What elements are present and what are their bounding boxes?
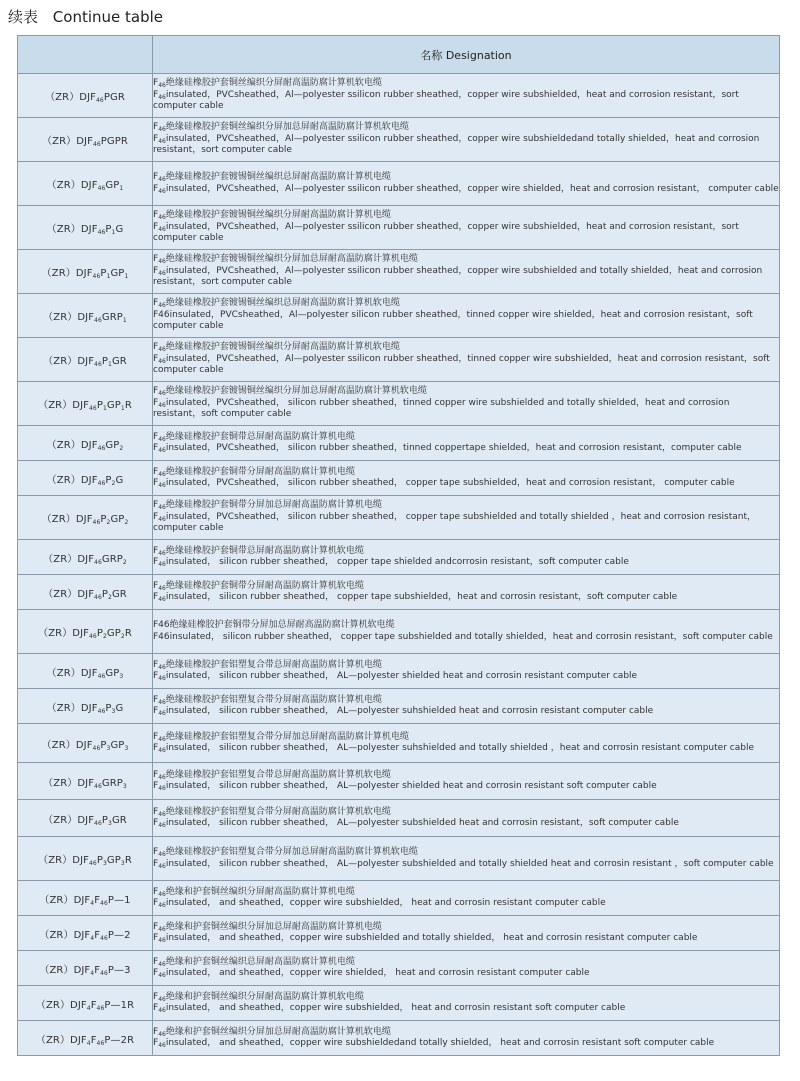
designation: [153, 162, 780, 206]
designation: [153, 382, 780, 426]
designation: [153, 118, 780, 162]
table-row: [18, 837, 780, 881]
designation: [153, 1021, 780, 1056]
designation: [153, 951, 780, 986]
designation: [153, 575, 780, 610]
table-row: [18, 763, 780, 800]
designation-en: $F_{46}insulated$， silicon rubber sheathed， AL—polyester suhshielded heat and corrosin resistant computer cable: [153, 706, 654, 717]
designation-en: $F_{46}insulated$，PVCsheathed， silicon rubber sheathed，tinned coppertape shielded，heat and corrosion resistant，computer cable: [153, 443, 742, 454]
designation-en: $F_{46}insulated$， and sheathed，copper wire subshieldedand totally shielded， heat and corrosin resistant soft computer cable: [153, 1038, 715, 1049]
table-row: [18, 610, 780, 654]
designation: [153, 724, 780, 763]
designation-en: $F_{46}insulated$， silicon rubber sheathed， AL—polyester subshielded and totally shielded heat and corrosin resistant ，soft computer cable: [153, 858, 774, 870]
designation: [153, 916, 780, 951]
designation: [153, 206, 780, 250]
designation: [153, 610, 780, 654]
designation-en: $F_{46}insulated$，PVCsheathed，Al—polyester ssilicon rubber sheathed，copper wire subshielded and totally shielded，heat and corrosion resistant，sort computer cable: [153, 265, 763, 288]
designation-cn: $F_{46}$绝缘和护套铜丝编织分屏加总屏耐高温防腐计算机电缆: [153, 921, 382, 933]
model-code: $(ZR)DJF_{46}P_1GP_1R$: [18, 382, 153, 426]
model-code: $(ZR)DJF_{46}P_2G$: [18, 461, 153, 496]
designation: [153, 800, 780, 837]
table-row: [18, 724, 780, 763]
model-code: $(ZR)DJF_{46}GRP_3$: [18, 763, 153, 800]
designation-en: $F_{46}insulated$， silicon rubber sheathed， AL—polyester shielded heat and corrosin resistant soft computer cable: [153, 781, 657, 792]
designation-cn: $F_{46}$绝缘硅橡胶护套铝塑复合带分屏加总屏耐高温防腐计算机电缆: [153, 731, 409, 743]
designation-cn: $F_{46}$绝缘硅橡胶护套铜带分屏耐高温防腐计算机软电缆: [153, 580, 364, 592]
designation-en: $F_{46}insulated$，PVCsheathed，Al—polyester ssilicon rubber sheathed，tinned copper wire subshielded，heat and corrosion resistant，soft computer cable: [153, 353, 770, 376]
designation-cn: $F_{46}$绝缘硅橡胶护套铜丝编织分屏耐高温防腐计算机软电缆: [153, 78, 382, 90]
designation-cn: $F_{46}$绝缘和护套铜丝编织分屏耐高温防腐计算机软电缆: [153, 991, 364, 1003]
model-code: $(ZR)DJF_{46}P_3GR$: [18, 800, 153, 837]
table-row: [18, 338, 780, 382]
designation-cn: $F_{46}$绝缘和护套铜丝编织分屏耐高温防腐计算机电缆: [153, 886, 355, 898]
table-row: [18, 250, 780, 294]
designation-en: $F_{46}insulated$，PVCsheathed， silicon rubber sheathed， copper tape subshielded and totally shielded ，heat and corrosion resistant，computer cable: [153, 511, 757, 534]
table-row: [18, 540, 780, 575]
designation-cn: $F_{46}$绝缘和护套铜丝编织分屏加总屏耐高温防腐计算机软电缆: [153, 1026, 391, 1038]
table-row: [18, 916, 780, 951]
designation-cn: $F_{46}$绝缘硅橡胶护套铜带总屏耐高温防腐计算机电缆: [153, 431, 355, 443]
designation-cn: $F_{46}$绝缘和护套铜丝编织总屏耐高温防腐计算机电缆: [153, 956, 355, 968]
model-code: $(ZR)DJF_{46}P_1G$: [18, 206, 153, 250]
model-code: $(ZR)DJF_{46}P_2GP_2$: [18, 496, 153, 540]
designation-cn: $F_{46}$绝缘硅橡胶护套铜带分屏加总屏耐高温防腐计算机电缆: [153, 500, 382, 512]
model-code: $(ZR)DJF_{46}P_3GP_3R$: [18, 837, 153, 881]
designation-en: $F_{46}insulated$， silicon rubber sheathed， AL—polyester suhshielded and totally shielded ，heat and corrosin resistant computer cable: [153, 743, 754, 754]
table-row: [18, 951, 780, 986]
designation-en: $F_{46}insulated$，PVCsheathed， silicon rubber sheathed， copper tape subshielded，heat and corrosion resistant， computer cable: [153, 478, 735, 489]
model-code: $(ZR)DJF_{46}P_1GP_1$: [18, 250, 153, 294]
designation-en: $F_{46}insulated$， and sheathed，copper wire subshielded， heat and corrosin resistant computer cable: [153, 898, 606, 909]
designation: [153, 250, 780, 294]
table-row: [18, 426, 780, 461]
model-code: $(ZR)DJF_4F_{46}P—3$: [18, 951, 153, 986]
table-row: [18, 382, 780, 426]
designation-cn: $F_{46}$绝缘硅橡胶护套铝塑复合带分屏加总屏耐高温防腐计算机软电缆: [153, 847, 418, 858]
designation-cn: $F_{46}$绝缘硅橡胶护套铝塑复合带总屏耐高温防腐计算机电缆: [153, 659, 382, 671]
table-row: [18, 74, 780, 118]
designation: [153, 689, 780, 724]
header-designation: 名称 Designation: [153, 36, 780, 74]
model-code: $(ZR)DJF_{46}P_3G$: [18, 689, 153, 724]
model-code: $(ZR)DJF_4F_{46}P—2R$: [18, 1021, 153, 1056]
designation: [153, 426, 780, 461]
model-code: $(ZR)DJF_4F_{46}P—1$: [18, 881, 153, 916]
table-row: [18, 575, 780, 610]
designation-en: $F_{46}insulated$， silicon rubber sheathed， copper tape subshielded，heat and corrosin resistant，soft computer cable: [153, 592, 678, 603]
designation: [153, 74, 780, 118]
model-code: $(ZR)DJF_{46}PGPR$: [18, 118, 153, 162]
model-code: $(ZR)DJF_{46}PGR$: [18, 74, 153, 118]
table-row: [18, 1021, 780, 1056]
page-heading: [8, 6, 163, 27]
table-row: [18, 881, 780, 916]
designation-en: $F_{46}insulated$， and sheathed，copper wire shielded， heat and corrosin resistant computer cable: [153, 968, 590, 979]
model-code: $(ZR)DJF_{46}GP_1$: [18, 162, 153, 206]
table-header-row: [18, 36, 780, 74]
designation-cn: $F_{46}$绝缘硅橡胶护套铜带总屏耐高温防腐计算机软电缆: [153, 545, 364, 557]
designation: [153, 986, 780, 1021]
table-body: [18, 74, 780, 1056]
heading-cn: 续表: [8, 8, 39, 26]
designation-en: $F_{46}insulated$，PVCsheathed，Al—polyester ssilicon rubber sheathed，copper wire subshieldedand totally shielded，heat and corrosion resistant，sort computer cable: [153, 133, 760, 156]
designation-en: F46insulated， silicon rubber sheathed， copper tape subshielded and totally shielded，heat and corrosin resistant，soft computer cable: [153, 631, 773, 642]
designation-en: $F_{46}insulated$， silicon rubber sheathed， copper tape shielded andcorrosin resistant，soft computer cable: [153, 557, 629, 568]
designation-en: $F_{46}insulated$， and sheathed，copper wire subshielded and totally shielded， heat and corrosin resistant computer cable: [153, 933, 698, 944]
designation-cn: $F_{46}$绝缘硅橡胶护套镀锡铜丝编织总屏耐高温防腐计算机软电缆: [153, 298, 400, 310]
designation-en: $F_{46}insulated$， and sheathed，copper wire subshielded， heat and corrosin resistant soft computer cable: [153, 1003, 626, 1014]
designation-cn: F46绝缘硅橡胶护套铜带分屏加总屏耐高温防腐计算机软电缆: [153, 620, 395, 630]
designation: [153, 540, 780, 575]
designation-cn: $F_{46}$绝缘硅橡胶护套铝塑复合带分屏耐高温防腐计算机软电缆: [153, 806, 391, 818]
table-row: [18, 986, 780, 1021]
model-code: $(ZR)DJF_{46}P_1GR$: [18, 338, 153, 382]
designation-en: $F_{46}insulated$，PVCsheathed，Al—polyester ssilicon rubber sheathed，copper wire subshielded，heat and corrosion resistant，sort computer cable: [153, 89, 739, 112]
designation-cn: $F_{46}$绝缘硅橡胶护套镀锡铜丝编织分屏耐高温防腐计算机软电缆: [153, 342, 400, 354]
table-row: [18, 654, 780, 689]
designation: [153, 294, 780, 338]
model-code: $(ZR)DJF_{46}GRP_2$: [18, 540, 153, 575]
heading-en: Continue table: [52, 8, 164, 26]
header-model: [18, 36, 153, 74]
model-code: $(ZR)DJF_{46}P_2GR$: [18, 575, 153, 610]
table-row: [18, 162, 780, 206]
designation-cn: $F_{46}$绝缘硅橡胶护套铝塑复合带总屏耐高温防腐计算机软电缆: [153, 769, 391, 781]
designation-en: F46insulated，PVCsheathed，Al—polyester silicon rubber sheathed，tinned copper wire shielded，heat and corrosion resistant，soft computer cable: [153, 309, 753, 332]
designation: [153, 763, 780, 800]
designation: [153, 837, 780, 881]
designation-en: $F_{46}insulated$， silicon rubber sheathed， AL—polyester subshielded heat and corrosin resistant，soft computer cable: [153, 818, 679, 829]
designation: [153, 654, 780, 689]
model-code: $(ZR)DJF_{46}GP_2$: [18, 426, 153, 461]
table-row: [18, 496, 780, 540]
model-code: $(ZR)DJF_4F_{46}P—1R$: [18, 986, 153, 1021]
designation: [153, 461, 780, 496]
table-row: [18, 461, 780, 496]
model-code: $(ZR)DJF_{46}P_3GP_3$: [18, 724, 153, 763]
designation-cn: $F_{46}$绝缘硅橡胶护套铝塑复合带分屏耐高温防腐计算机电缆: [153, 694, 382, 706]
designation-en: $F_{46}insulated$， silicon rubber sheathed， AL—polyester shielded heat and corrosin resistant computer cable: [153, 671, 638, 682]
table-row: [18, 118, 780, 162]
designation-cn: $F_{46}$绝缘硅橡胶护套镀锡铜丝编织分屏加总屏耐高温防腐计算机电缆: [153, 254, 418, 266]
model-code: $(ZR)DJF_{46}P_2GP_2R$: [18, 610, 153, 654]
cable-spec-table: [17, 35, 780, 1056]
designation-en: $F_{46}insulated$，PVCsheathed， silicon rubber sheathed，tinned copper wire subshielded and totally shielded，heat and corrosion resistant，soft computer cable: [153, 397, 730, 420]
table-row: [18, 206, 780, 250]
designation-cn: $F_{46}$绝缘硅橡胶护套铜带分屏耐高温防腐计算机电缆: [153, 466, 355, 478]
designation: [153, 338, 780, 382]
model-code: $(ZR)DJF_{46}GP_3$: [18, 654, 153, 689]
designation-en: $F_{46}insulated$，PVCsheathed，Al—polyester ssilicon rubber sheathed，copper wire subshielded，heat and corrosion resistant，sort computer cable: [153, 221, 739, 244]
model-code: $(ZR)DJF_4F_{46}P—2$: [18, 916, 153, 951]
designation: [153, 881, 780, 916]
designation-cn: $F_{46}$绝缘硅橡胶护套镀锡铜丝编织分屏加总屏耐高温防腐计算机软电缆: [153, 386, 427, 398]
table-row: [18, 800, 780, 837]
designation-en: $F_{46}insulated$，PVCsheathed，Al—polyester ssilicon rubber sheathed，copper wire shielded，heat and corrosion resistant， computer cable: [153, 183, 779, 195]
designation: [153, 496, 780, 540]
designation-cn: $F_{46}$绝缘硅橡胶护套镀锡铜丝编织分屏耐高温防腐计算机电缆: [153, 210, 391, 222]
model-code: $(ZR)DJF_{46}GRP_1$: [18, 294, 153, 338]
designation-cn: $F_{46}$绝缘硅橡胶护套镀锡铜丝编织总屏耐高温防腐计算机电缆: [153, 172, 391, 183]
designation-cn: $F_{46}$绝缘硅橡胶护套铜丝编织分屏加总屏耐高温防腐计算机软电缆: [153, 122, 409, 134]
table-row: [18, 294, 780, 338]
table-row: [18, 689, 780, 724]
